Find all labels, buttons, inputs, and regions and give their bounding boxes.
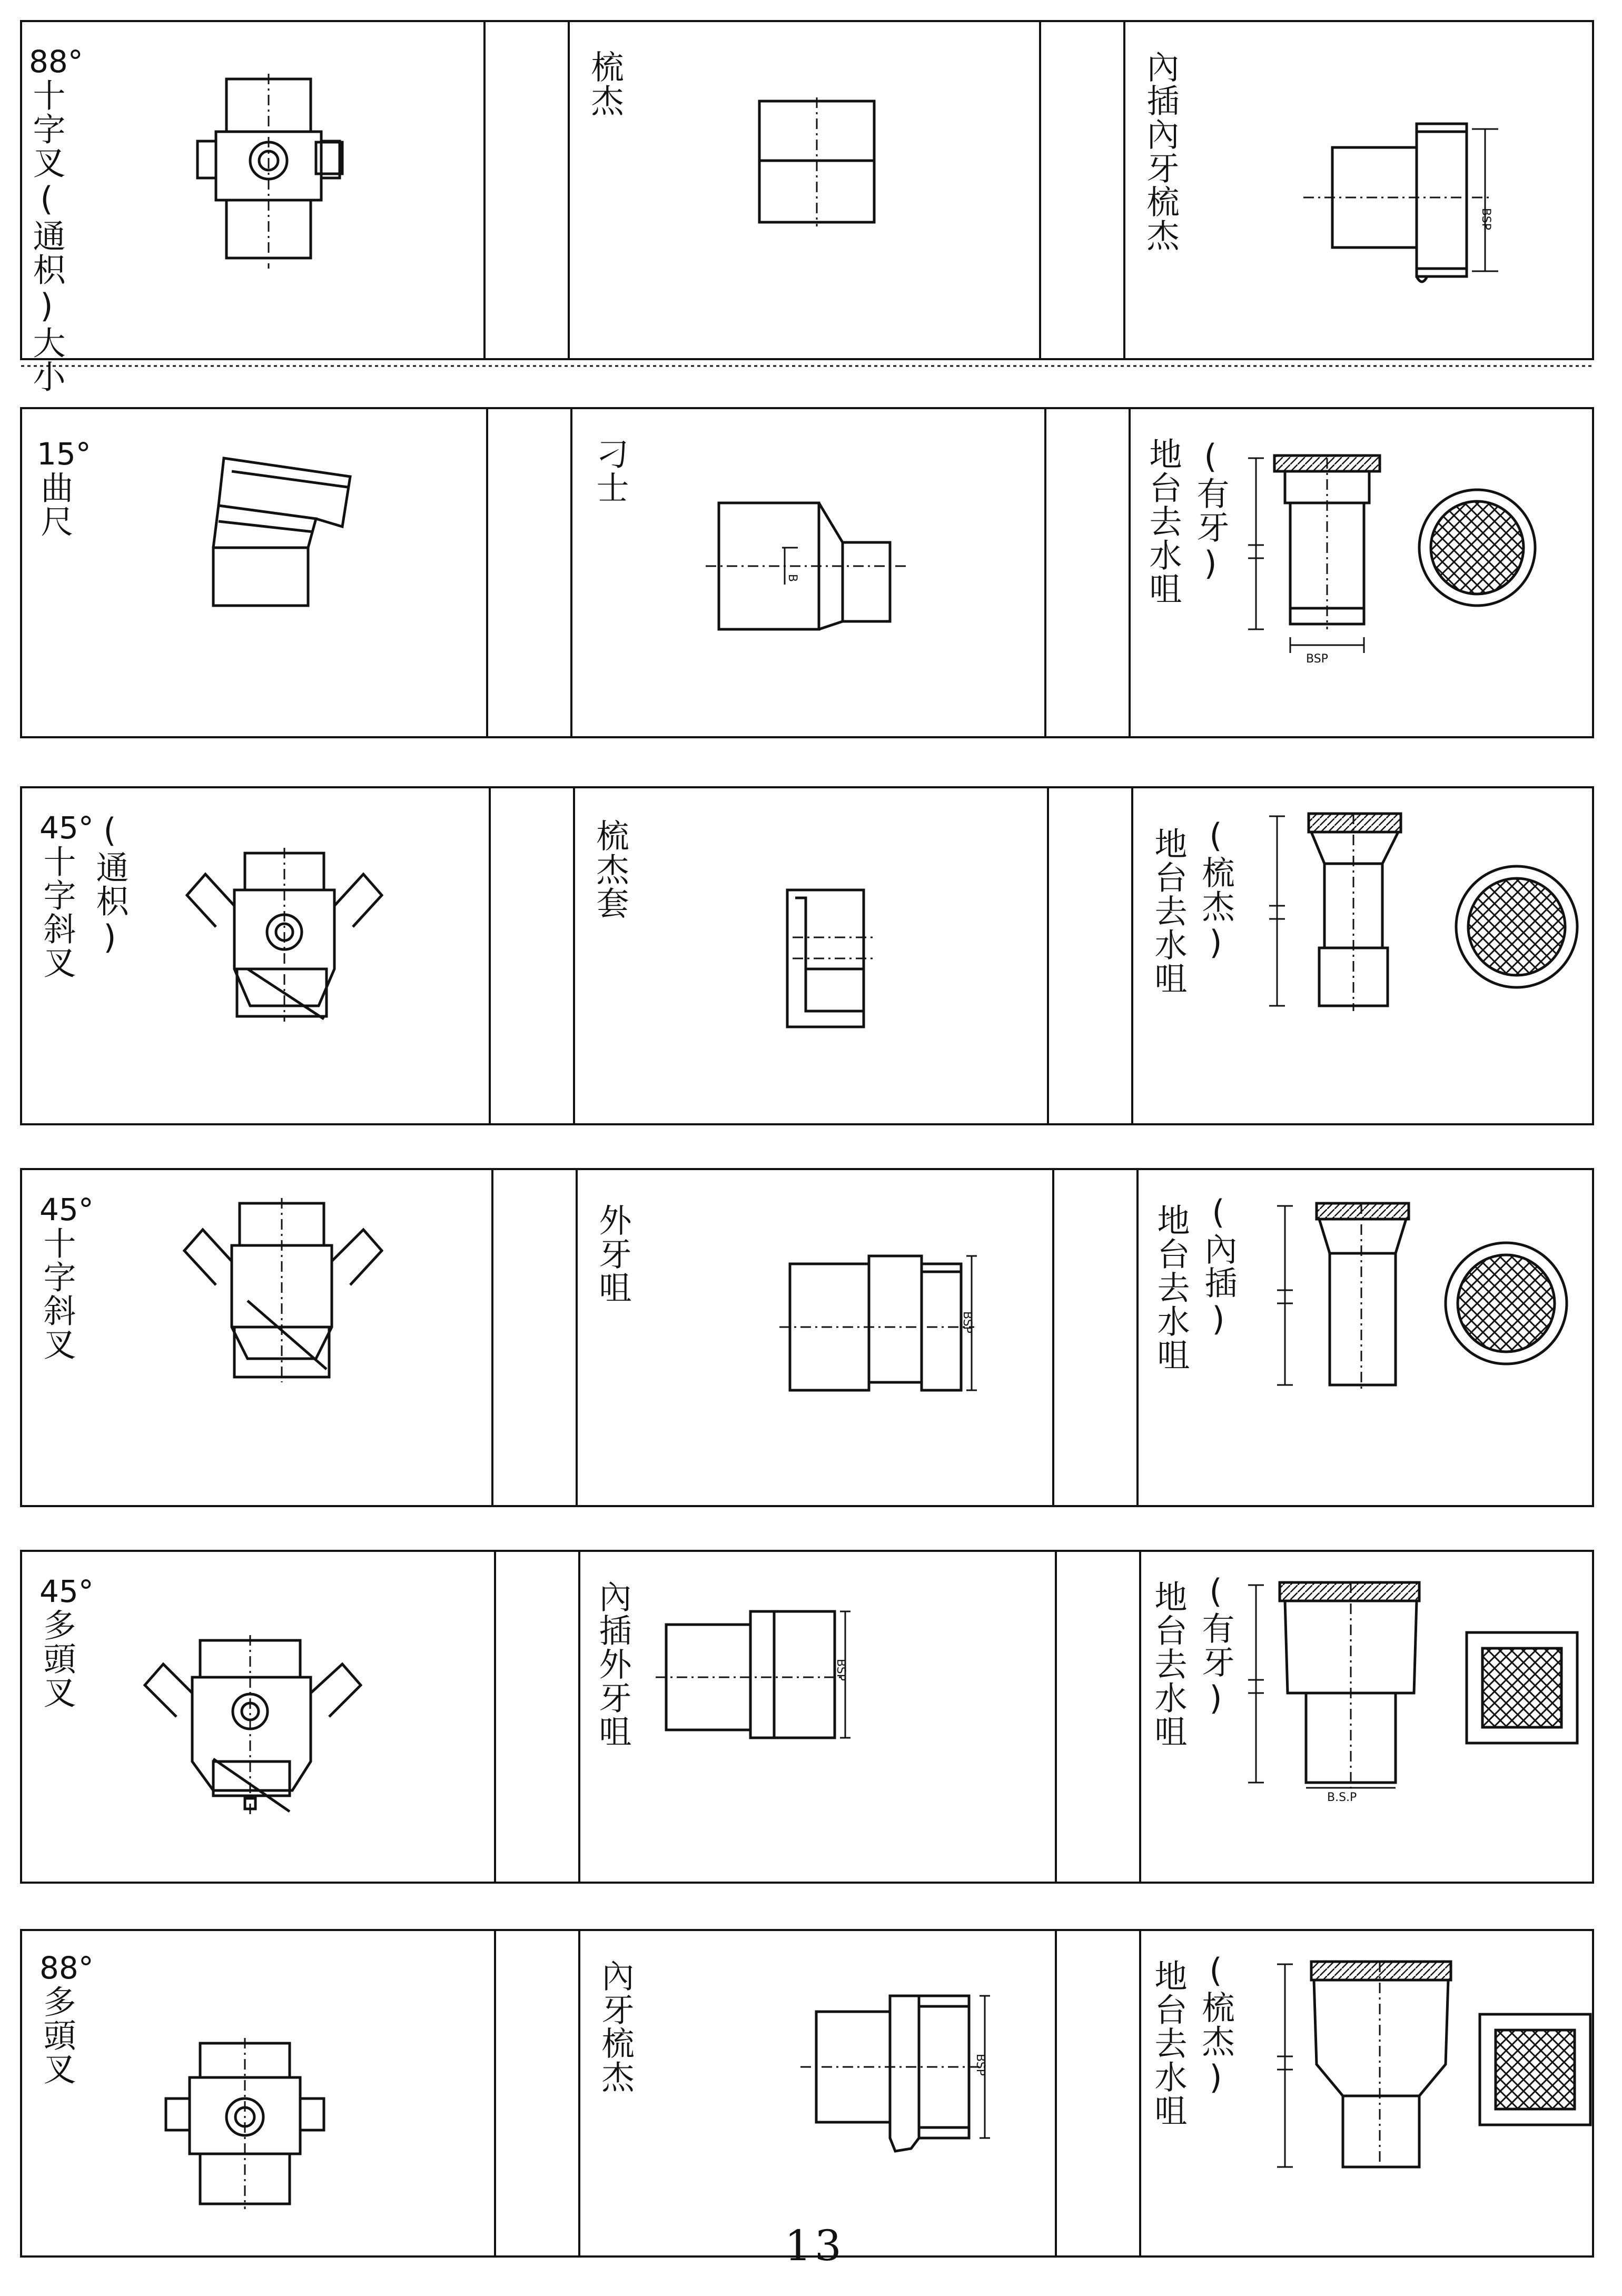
cross-y-45-icon <box>184 1198 382 1382</box>
fitting-sub-label <box>1198 816 1233 963</box>
fitting-label <box>1145 437 1180 606</box>
fitting-variant: (梳杰) <box>1196 1951 1235 2097</box>
fitting-name: 梳杰套 <box>591 819 629 920</box>
dim-label: B.S.P <box>1327 1791 1357 1804</box>
angle-label: 88° <box>29 44 83 80</box>
angle-label: 15° <box>37 436 91 472</box>
spigot-female-thread-coupling-icon <box>1303 124 1498 282</box>
floor-drain-socket-square-icon <box>1277 1962 1590 2172</box>
fitting-label <box>592 437 627 504</box>
female-thread-coupling-icon <box>800 1996 990 2151</box>
fitting-name: 十字斜叉 <box>38 845 76 979</box>
row-frame <box>21 21 1593 359</box>
male-thread-adaptor-icon <box>779 1256 977 1390</box>
dim-label: BSP <box>974 2054 987 2076</box>
cross-tee-88-reducing-icon <box>197 74 342 269</box>
fitting-name: 梳杰 <box>586 50 624 117</box>
dim-label: BSP <box>834 1659 847 1681</box>
fitting-variant: (有牙) <box>1196 1572 1235 1718</box>
fitting-label <box>596 1959 635 2094</box>
angle-label: 45° <box>39 1573 94 1609</box>
coupling-sleeve-icon <box>787 890 877 1027</box>
multi-branch-88-icon <box>166 2038 324 2209</box>
floor-drain-socket-icon <box>1269 814 1577 1011</box>
fitting-variant: (梳杰) <box>1196 816 1235 963</box>
fitting-name: 內插外牙咀 <box>594 1580 632 1748</box>
fitting-name: 十字叉(通枳)大小 <box>27 78 66 393</box>
reducer-icon <box>706 503 906 629</box>
dim-label: BSP <box>1479 208 1492 230</box>
fitting-label <box>587 50 622 117</box>
fitting-label <box>1143 50 1178 252</box>
floor-drain-threaded-icon <box>1248 456 1535 653</box>
fitting-name: 曲尺 <box>35 471 74 538</box>
fitting-name: 多頭叉 <box>38 1985 76 2086</box>
fitting-sub-label <box>1198 1951 1233 2097</box>
fitting-label <box>592 819 627 920</box>
floor-drain-spigot-icon <box>1277 1203 1567 1390</box>
fitting-name: 多頭叉 <box>38 1608 76 1709</box>
fitting-label <box>39 1193 94 1361</box>
fitting-sub-label <box>1199 1193 1238 1339</box>
page-number: 13 <box>785 2221 845 2270</box>
fitting-label <box>37 437 91 538</box>
angle-label: 88° <box>39 1950 94 1986</box>
fitting-label <box>1149 1959 1188 2127</box>
coupling-icon <box>759 97 874 226</box>
fitting-name: 地台去水咀 <box>1152 1203 1190 1372</box>
fitting-label <box>595 1203 630 1304</box>
fitting-label <box>39 1951 94 2086</box>
fitting-label <box>29 45 83 393</box>
fitting-label <box>595 1580 630 1748</box>
fitting-sub-label <box>1198 1572 1233 1718</box>
multi-branch-45-icon <box>145 1635 361 1817</box>
fitting-label <box>1149 1580 1188 1748</box>
fitting-name: 十字斜叉 <box>38 1226 76 1361</box>
fitting-label <box>1153 1203 1188 1372</box>
angle-label: 45° <box>39 810 94 846</box>
fitting-variant: (有牙) <box>1191 437 1230 583</box>
fitting-variant: (內插) <box>1199 1193 1238 1339</box>
cross-y-45-access-icon <box>187 848 382 1022</box>
angle-label: 45° <box>39 1192 94 1228</box>
fitting-variant: (通枳) <box>91 811 129 957</box>
fitting-sub-label <box>1193 437 1228 583</box>
fitting-name: 內插內牙梳杰 <box>1141 50 1180 252</box>
fitting-name: 地台去水咀 <box>1149 827 1188 995</box>
elbow-15-icon <box>213 458 350 606</box>
dim-label: B <box>786 574 799 582</box>
fitting-name: 地台去水咀 <box>1149 1580 1188 1748</box>
fitting-label <box>39 1575 94 1709</box>
fitting-name: 外牙咀 <box>594 1203 632 1304</box>
fitting-name: 刁士 <box>591 437 629 504</box>
fitting-sub-label <box>92 811 127 957</box>
fitting-name: 內牙梳杰 <box>596 1959 635 2094</box>
fitting-label <box>1149 827 1188 995</box>
floor-drain-threaded-square-icon <box>1248 1582 1577 1788</box>
fitting-name: 地台去水咀 <box>1149 1959 1188 2127</box>
dim-label: BSP <box>961 1311 974 1333</box>
spigot-male-thread-adaptor-icon <box>656 1611 850 1738</box>
fitting-name: 地台去水咀 <box>1144 437 1182 606</box>
table-grid <box>21 21 1593 2257</box>
fitting-label <box>39 811 94 979</box>
dim-label: BSP <box>1306 652 1328 666</box>
